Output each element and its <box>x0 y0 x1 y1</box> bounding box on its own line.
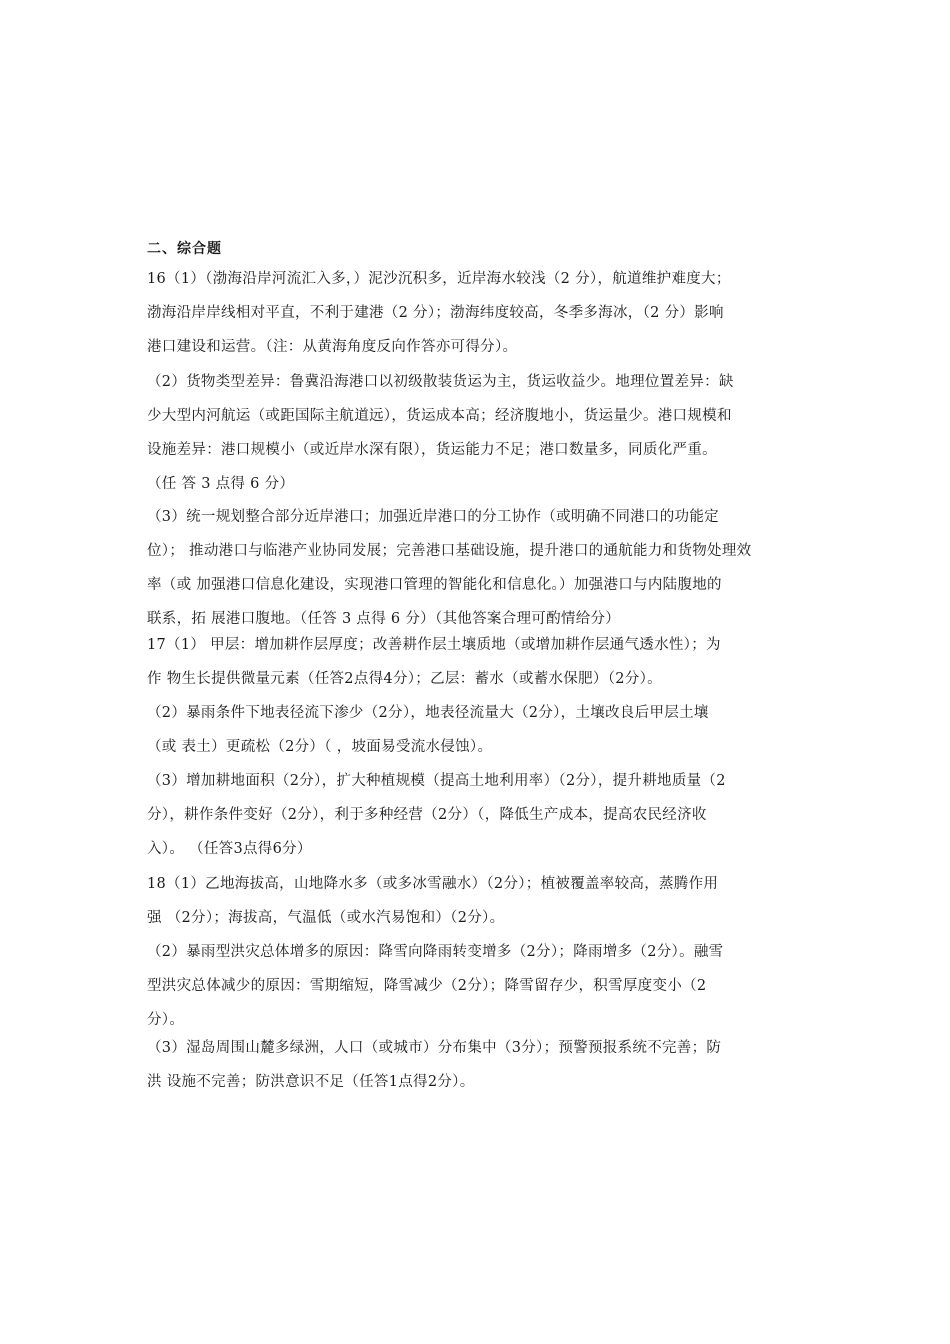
text-line: （3）统一规划整合部分近岸港口；加强近岸港口的分工协作（或明确不同港口的功能定 <box>147 509 719 525</box>
text-line: （2）暴雨型洪灾总体增多的原因：降雪向降雨转变增多（2分）；降雨增多（2分）。融雪 <box>147 944 724 960</box>
text-line: （2）货物类型差异：鲁冀沿海港口以初级散装货运为主，货运收益少。地理位置差异：缺 <box>147 374 734 390</box>
text-line: 少大型内河航运（或距国际主航道远），货运成本高；经济腹地小，货运量少。港口规模和 <box>147 408 732 424</box>
text-line: 入）。 （任答3点得6分） <box>147 841 312 857</box>
text-line: 港口建设和运营。（注：从黄海角度反向作答亦可得分）。 <box>147 339 518 355</box>
text-line: 位）； 推动港口与临港产业协同发展；完善港口基础设施，提升港口的通航能力和货物处理效 <box>147 543 752 559</box>
text-line: 率（或 加强港口信息化建设，实现港口管理的智能化和信息化。）加强港口与内陆腹地的 <box>147 577 722 593</box>
text-line: 18（1）乙地海拔高，山地降水多（或多冰雪融水）（2分）；植被覆盖率较高，蒸腾作用 <box>147 876 719 892</box>
text-line: 联系，拓 展港口腹地。（任答 3 点得 6 分）（其他答案合理可酌情给分） <box>147 611 621 627</box>
text-line: （3）增加耕地面积（2分），扩大种植规模（提高土地利用率）（2分），提升耕地质量（2 <box>147 773 726 789</box>
text-line: 作 物生长提供微量元素（任答2点得4分）；乙层：蓄水（或蓄水保肥）（2分）。 <box>147 671 662 687</box>
section-title: 二、综合题 <box>147 241 222 257</box>
q17-part2 <box>147 696 819 764</box>
q17-part1 <box>147 628 819 696</box>
text-line: 分），耕作条件变好（2分），利于多种经营（2分）（，降低生产成本，提高农民经济收 <box>147 807 707 823</box>
text-line: （2）暴雨条件下地表径流下渗少（2分），地表径流量大（2分），土壤改良后甲层土壤 <box>147 705 709 721</box>
q16-part3 <box>147 500 819 636</box>
text-line: 型洪灾总体减少的原因：雪期缩短，降雪减少（2分）；降雪留存少，积雪厚度变小（2 <box>147 978 707 994</box>
text-line: （或 表土）更疏松（2分）（ ，坡面易受流水侵蚀）。 <box>147 739 493 755</box>
text-line: 分）。 <box>147 1012 185 1028</box>
q18-part1 <box>147 867 819 935</box>
text-line: 洪 设施不完善；防洪意识不足（任答1点得2分）。 <box>147 1074 475 1090</box>
text-line: 强 （2分）；海拔高，气温低（或水汽易饱和）（2分）。 <box>147 910 505 926</box>
text-line: 设施差异：港口规模小（或近岸水深有限），货运能力不足；港口数量多，同质化严重。 <box>147 442 717 458</box>
text-line: 16（1）（渤海沿岸河流汇入多，）泥沙沉积多，近岸海水较浅（2 分），航道维护难度大； <box>147 271 731 287</box>
text-line: 17（1） 甲层：增加耕作层厚度；改善耕作层土壤质地（或增加耕作层通气透水性）；为 <box>147 637 721 653</box>
q17-part3 <box>147 764 819 866</box>
text-line: （任 答 3 点得 6 分） <box>147 476 295 492</box>
q18-part3 <box>147 1031 819 1099</box>
q18-part2 <box>147 935 819 1037</box>
q16-part1 <box>147 262 819 364</box>
text-line: （3）湿岛周围山麓多绿洲，人口（或城市）分布集中（3分）；预警预报系统不完善；防 <box>147 1040 722 1056</box>
text-line: 渤海沿岸岸线相对平直，不利于建港（2 分）；渤海纬度较高，冬季多海冰，（2 分）影响 <box>147 305 724 321</box>
q16-part2 <box>147 365 819 501</box>
